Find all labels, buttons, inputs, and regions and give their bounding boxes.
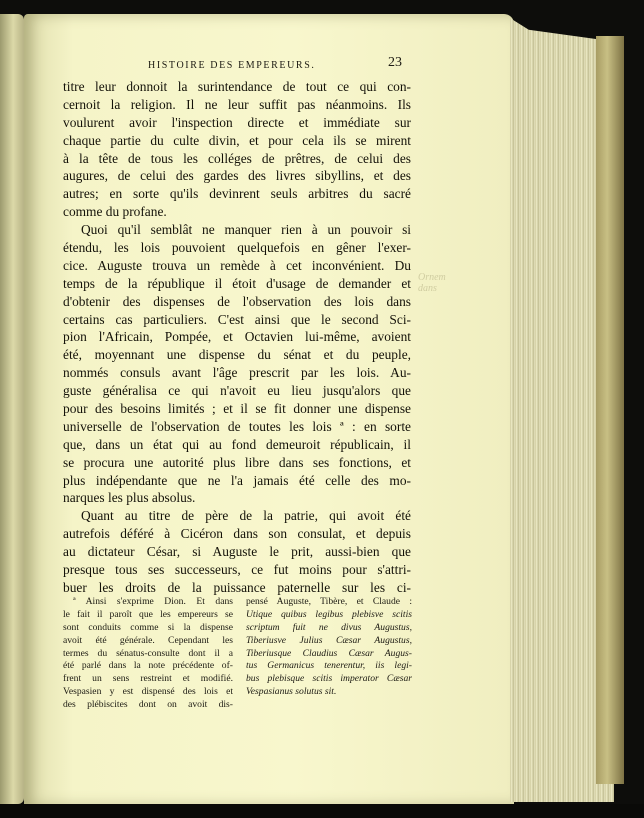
footnote-line: Utique quibus legibus plebisve scitis (246, 608, 412, 620)
text-line: guste généralisa ce qui n'avoit eu lieu jusqu'alors que (63, 383, 411, 399)
footnote-line: le fait il paroît que les empereurs se (63, 608, 233, 620)
text-line: voulurent avoir l'inspection directe et immédiate sur (63, 114, 411, 130)
text-line: plus indépendante que ne l'a jamais été celle des mo- (63, 472, 411, 488)
footnote-line: pensé Auguste, Tibère, et Claude : (246, 596, 412, 607)
text-line: universelle de l'observation de toutes les lois ª : en sorte (63, 418, 411, 434)
footnote-line: Vespasien y est dispensé des lois et (63, 686, 233, 698)
text-line: temps de la république il étoit d'usage de demander et (63, 275, 411, 291)
scan-border (0, 804, 644, 818)
running-header: HISTOIRE DES EMPEREURS. (148, 60, 316, 71)
text-line: nommés consuls avant l'âge prescrit par les lois. Au- (63, 365, 411, 381)
text-line: presque tous ses successeurs, ce fut moins pour s'attri- (63, 562, 411, 578)
text-line: buer les droits de la puissance paternelle sur les ci- (63, 579, 411, 595)
text-line: pour des besoins limités ; et il se fit donner une dispense (63, 401, 411, 417)
footnote-line: termes du sénatus-consulte dont il a (63, 647, 233, 659)
text-line: autres; en sorte qu'ils devinrent seuls arbitres du sacré (63, 186, 411, 202)
text-line: été, moyennant une dispense du sénat et du peuple, (63, 347, 411, 363)
facing-page-edge (0, 14, 24, 804)
text-line: certains cas particuliers. C'est ainsi que le second Sci- (63, 311, 411, 327)
footnote-line: Tiberiusve Julius Cæsar Augustus, (246, 634, 412, 646)
footnote-line: Tiberiusque Claudius Cæsar Augus- (246, 647, 412, 659)
book-cover-edge (596, 36, 624, 784)
footnote-line: bus plebisque scitis imperator Cæsar (246, 673, 412, 685)
footnote-line: des plébiscites dont on avoit dis- (63, 699, 233, 711)
text-line: comme du profane. (63, 204, 167, 220)
text-line: Quant au titre de père de la patrie, qui avoit été (81, 508, 411, 524)
text-line: que, dans un état qui au fond demeuroit républicain, il (63, 436, 411, 452)
footnote-line: frent un sens restreint et modifié. (63, 673, 233, 685)
footnote-line: scriptum fuit ne divus Augustus, (246, 621, 412, 633)
main-text (63, 78, 411, 597)
text-line: étendu, les lois pouvoient quelquefois en gêner l'exer- (63, 240, 411, 256)
footnote-line: avoit été générale. Cependant les (63, 634, 233, 646)
text-line: cice. Auguste trouva un remède à cet inconvénient. Du (63, 257, 411, 273)
footnote-line: tus Germanicus tenerentur, iis legi- (246, 660, 412, 672)
text-line: d'obtenir des dispenses de l'observation des lois dans (63, 293, 411, 309)
footnote-line: sont conduits comme si la dispense (63, 621, 233, 633)
footnote-line: été parlé dans la note précédente of- (63, 660, 233, 672)
text-line: titre leur donnoit la surintendance de tout ce qui con- (63, 79, 411, 94)
text-line: se procura une autorité plus libre dans ses fonctions, et (63, 454, 411, 470)
text-line: cernoit la religion. Il ne leur suffit pas néanmoins. Ils (63, 96, 411, 112)
text-line: pion l'Africain, Pompée, et Octavien lui-même, avoient (63, 329, 411, 345)
text-line: Quoi qu'il semblât ne manquer rien à un pouvoir si (81, 222, 411, 238)
text-line: à la tête de tous les colléges de prêtres, de celui des (63, 150, 411, 166)
bleed-through-text: Ornem dans (418, 272, 446, 294)
text-line: chaque partie du culte divin, et pour cela ils se mirent (63, 132, 411, 148)
footnote-line: Vespasianus solutus sit. (246, 686, 337, 698)
footnote-line: ª Ainsi s'exprime Dion. Et dans (73, 596, 233, 607)
text-line: au dictateur César, si Auguste le prit, aussi-bien que (63, 544, 411, 560)
text-line: augures, de celui des gardes des livres sibyllins, et des (63, 168, 411, 184)
footnote-right-column (246, 596, 412, 699)
text-line: autrefois déféré à Cicéron dans son consulat, et depuis (63, 526, 411, 542)
page-number: 23 (388, 55, 402, 70)
footnote-left-column (63, 596, 233, 712)
text-line: narques les plus absolus. (63, 490, 196, 506)
